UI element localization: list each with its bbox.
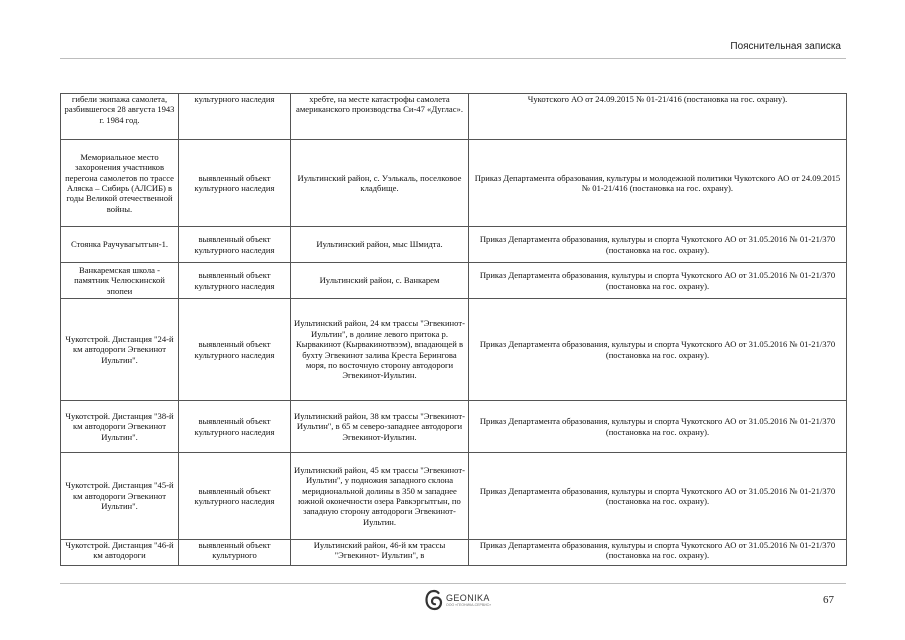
object-type-cell: выявленный объект культурного наследия: [179, 299, 291, 401]
object-name-cell: Чукотстрой. Дистанция "24-й км автодороги Эгвекинот Иультин".: [61, 299, 179, 401]
legal-document-cell: Приказ Департамента образования, культуры и спорта Чукотского АО от 31.05.2016 № 01-21/370 (постановка на гос. охрану).: [469, 453, 847, 540]
heritage-objects-table: [60, 93, 847, 566]
geonika-swirl-icon: [425, 589, 443, 611]
object-type-cell: выявленный объект культурного наследия: [179, 401, 291, 453]
logo-name: GEONIKA: [446, 593, 490, 603]
table-row: [61, 140, 847, 227]
legal-document-cell: Приказ Департамента образования, культуры и спорта Чукотского АО от 31.05.2016 № 01-21/370 (постановка на гос. охрану).: [469, 401, 847, 453]
footer-divider: [60, 583, 846, 584]
object-location-cell: Иультинский район, с. Уэлькаль, поселковое кладбище.: [291, 140, 469, 227]
legal-document-cell: Приказ Департамента образования, культуры и спорта Чукотского АО от 31.05.2016 № 01-21/370 (постановка на гос. охрану).: [469, 299, 847, 401]
object-location-cell: Иультинский район, с. Ванкарем: [291, 263, 469, 299]
legal-document-cell: Приказ Департамента образования, культуры и молодежной политики Чукотского АО от 24.09.2015 № 01-21/416 (постановка на гос. охрану).: [469, 140, 847, 227]
table-row: [61, 227, 847, 263]
page-number: 67: [823, 594, 834, 606]
legal-document-cell: Приказ Департамента образования, культуры и спорта Чукотского АО от 31.05.2016 № 01-21/370 (постановка на гос. охрану).: [469, 227, 847, 263]
object-type-cell: выявленный объект культурного наследия: [179, 140, 291, 227]
object-name-cell: гибели экипажа самолета, разбившегося 28 августа 1943 г. 1984 год.: [61, 94, 179, 140]
object-location-cell: Иультинский район, мыс Шмидта.: [291, 227, 469, 263]
object-location-cell: Иультинский район, 45 км трассы "Эгвекинот- Иультин", у подножия западного склона меридиональной долины в 350 м западнее южной оконечности озера Равкэргытгын, по западную сторону автодороги Эгвекинот-Иультин.: [291, 453, 469, 540]
header-divider: [60, 58, 846, 59]
object-location-cell: Иультинский район, 38 км трассы "Эгвекинот- Иультин", в 65 м северо-западнее автодороги Эгвекинот-Иультин.: [291, 401, 469, 453]
document-header-title: Пояснительная записка: [730, 41, 841, 52]
table-row: [61, 94, 847, 140]
object-location-cell: хребте, на месте катастрофы самолета американского производства Си-47 «Дуглас».: [291, 94, 469, 140]
object-name-cell: Чукотстрой. Дистанция "38-й км автодороги Эгвекинот Иультин".: [61, 401, 179, 453]
table-row: [61, 540, 847, 566]
object-name-cell: Чукотстрой. Дистанция "46-й км автодороги: [61, 540, 179, 566]
object-name-cell: Мемориальное место захоронения участников перегона самолетов по трассе Аляска – Сибирь (АЛСИБ) в годы Великой отечественной войны.: [61, 140, 179, 227]
object-name-cell: Ванкаремская школа - памятник Челюскинской эпопеи: [61, 263, 179, 299]
logo-tagline: ООО «ГЕОНИКА-СЕРВИС»: [446, 603, 492, 607]
legal-document-cell: Приказ Департамента образования, культуры и спорта Чукотского АО от 31.05.2016 № 01-21/370 (постановка на гос. охрану).: [469, 263, 847, 299]
object-type-cell: выявленный объект культурного наследия: [179, 263, 291, 299]
legal-document-cell: Приказ Департамента образования, культуры и спорта Чукотского АО от 31.05.2016 № 01-21/370 (постановка на гос. охрану).: [469, 540, 847, 566]
object-type-cell: культурного наследия: [179, 94, 291, 140]
object-location-cell: Иультинский район, 46-й км трассы "Эгвекинот- Иультин", в: [291, 540, 469, 566]
legal-document-cell: Чукотского АО от 24.09.2015 № 01-21/416 (постановка на гос. охрану).: [469, 94, 847, 140]
object-name-cell: Чукотстрой. Дистанция "45-й км автодороги Эгвекинот Иультин".: [61, 453, 179, 540]
object-type-cell: выявленный объект культурного наследия: [179, 227, 291, 263]
table-row: [61, 401, 847, 453]
geonika-logo: [425, 589, 491, 611]
object-type-cell: выявленный объект культурного: [179, 540, 291, 566]
object-name-cell: Стоянка Раучувагытгын-1.: [61, 227, 179, 263]
object-type-cell: выявленный объект культурного наследия: [179, 453, 291, 540]
object-location-cell: Иультинский район, 24 км трассы "Эгвекинот- Иультин", в долине левого притока р. Кырвакинот (Кырвакинотвээм), впадающей в бухту Эгвекинот залива Креста Берингова моря, по восточную сторону автодороги Эгвекинот-Иультин.: [291, 299, 469, 401]
table-row: [61, 299, 847, 401]
table-row: [61, 453, 847, 540]
table-row: [61, 263, 847, 299]
